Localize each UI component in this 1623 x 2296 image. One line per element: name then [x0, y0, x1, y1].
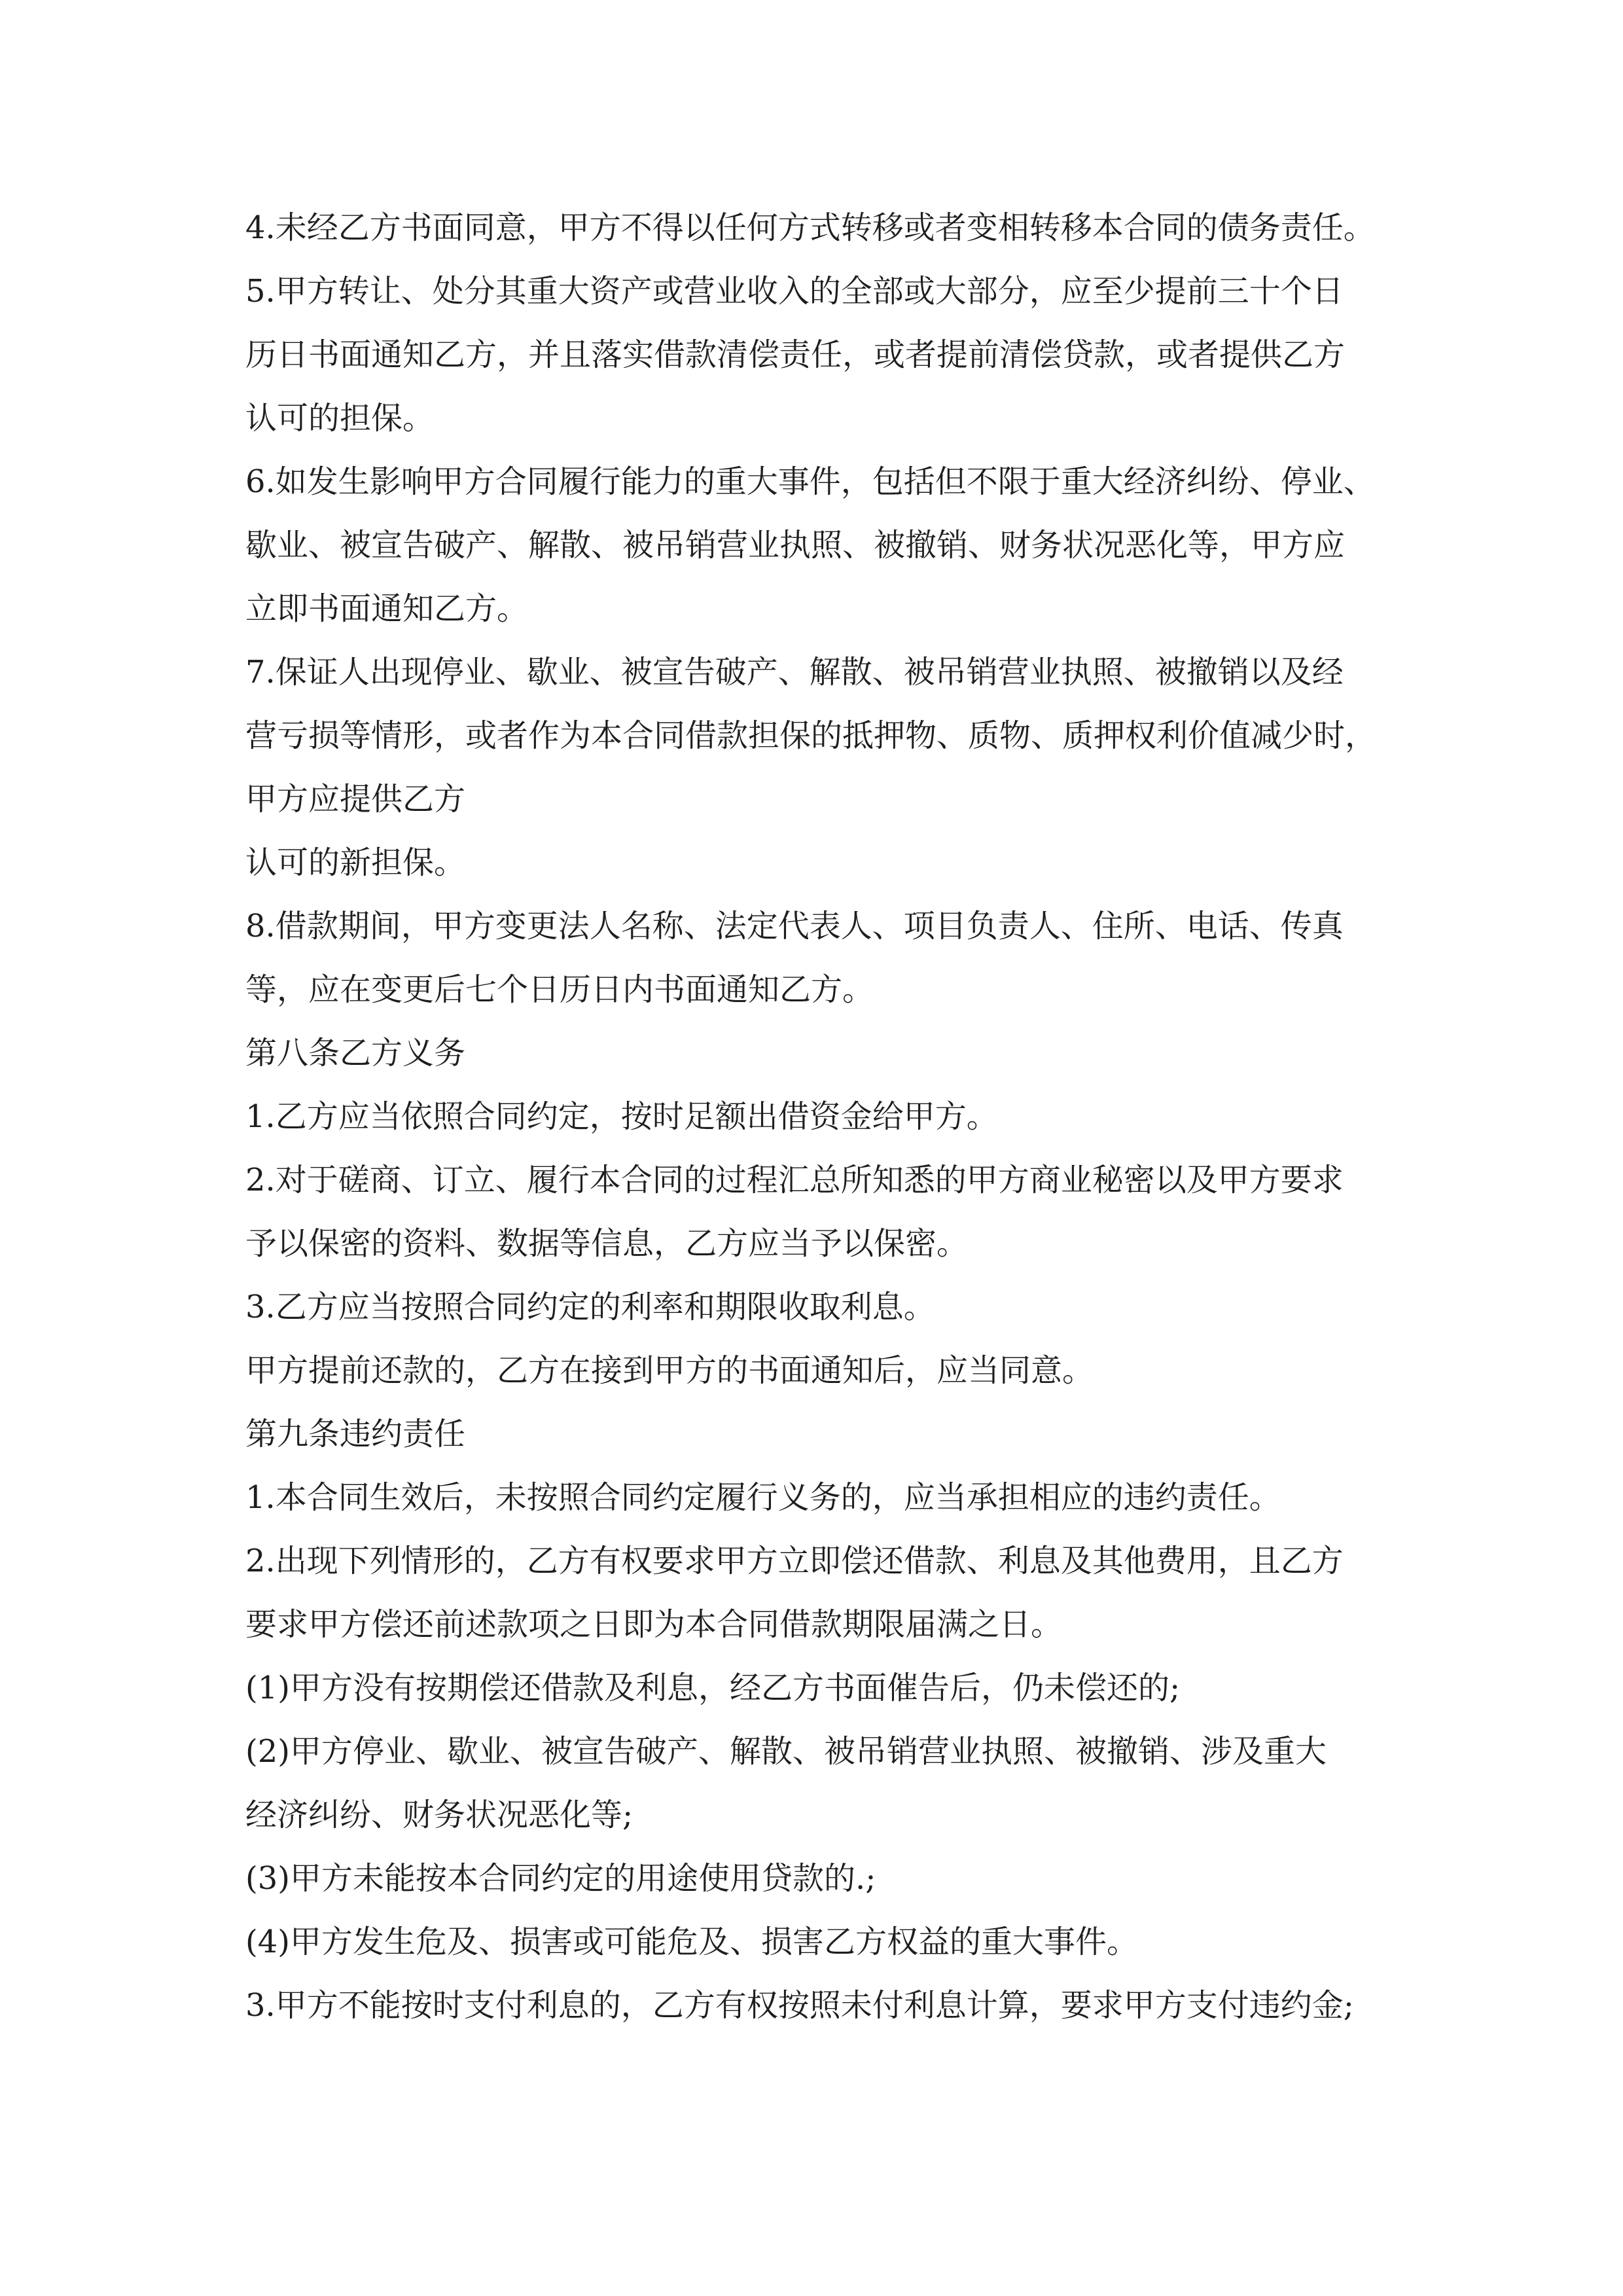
text-line: 1.本合同生效后，未按照合同约定履行义务的，应当承担相应的违约责任。 [245, 1479, 1281, 1516]
text-line: 等，应在变更后七个日历日内书面通知乙方。 [245, 971, 874, 1008]
text-line: 2.出现下列情形的，乙方有权要求甲方立即偿还借款、利息及其他费用，且乙方 [245, 1543, 1344, 1579]
text-line: (1)甲方没有按期偿还借款及利息，经乙方书面催告后，仍未偿还的; [245, 1670, 1181, 1706]
document-body [245, 196, 1397, 2037]
text-line: 4.未经乙方书面同意，甲方不得以任何方式转移或者变相转移本合同的债务责任。 [245, 209, 1375, 246]
text-line: 营亏损等情形，或者作为本合同借款担保的抵押物、质物、质押权利价值减少时， [245, 717, 1377, 754]
text-line: 要求甲方偿还前述款项之日即为本合同借款期限届满之日。 [245, 1606, 1063, 1643]
text-line: (4)甲方发生危及、损害或可能危及、损害乙方权益的重大事件。 [245, 1924, 1138, 1960]
text-line: 经济纠纷、财务状况恶化等; [245, 1797, 633, 1833]
text-line: (2)甲方停业、歇业、被宣告破产、解散、被吊销营业执照、被撤销、涉及重大 [245, 1733, 1327, 1770]
text-line: 立即书面通知乙方。 [245, 590, 529, 627]
text-line: (3)甲方未能按本合同约定的用途使用贷款的.; [245, 1860, 876, 1897]
text-line: 3.乙方应当按照合同约定的利率和期限收取利息。 [245, 1289, 935, 1325]
text-line: 历日书面通知乙方，并且落实借款清偿责任，或者提前清偿贷款，或者提供乙方 [245, 336, 1346, 373]
section-heading: 第九条违约责任 [245, 1416, 466, 1452]
text-line: 1.乙方应当依照合同约定，按时足额出借资金给甲方。 [245, 1098, 998, 1135]
text-line: 2.对于磋商、订立、履行本合同的过程汇总所知悉的甲方商业秘密以及甲方要求 [245, 1162, 1344, 1198]
text-line: 予以保密的资料、数据等信息，乙方应当予以保密。 [245, 1225, 969, 1262]
text-line: 甲方提前还款的，乙方在接到甲方的书面通知后，应当同意。 [245, 1352, 1094, 1389]
text-line: 7.保证人出现停业、歇业、被宣告破产、解散、被吊销营业执照、被撤销以及经 [245, 654, 1344, 691]
section-heading: 第八条乙方义务 [245, 1035, 466, 1071]
text-line: 认可的担保。 [245, 400, 435, 437]
text-line: 歇业、被宣告破产、解散、被吊销营业执照、被撤销、财务状况恶化等，甲方应 [245, 527, 1346, 564]
text-line: 8.借款期间，甲方变更法人名称、法定代表人、项目负责人、住所、电话、传真 [245, 908, 1344, 944]
text-line: 3.甲方不能按时支付利息的，乙方有权按照未付利息计算，要求甲方支付违约金; [245, 1987, 1354, 2024]
text-line: 5.甲方转让、处分其重大资产或营业收入的全部或大部分，应至少提前三十个日 [245, 273, 1344, 310]
text-line: 认可的新担保。 [245, 844, 466, 881]
text-line: 甲方应提供乙方 [245, 781, 466, 817]
text-line: 6.如发生影响甲方合同履行能力的重大事件，包括但不限于重大经济纠纷、停业、 [245, 463, 1375, 500]
